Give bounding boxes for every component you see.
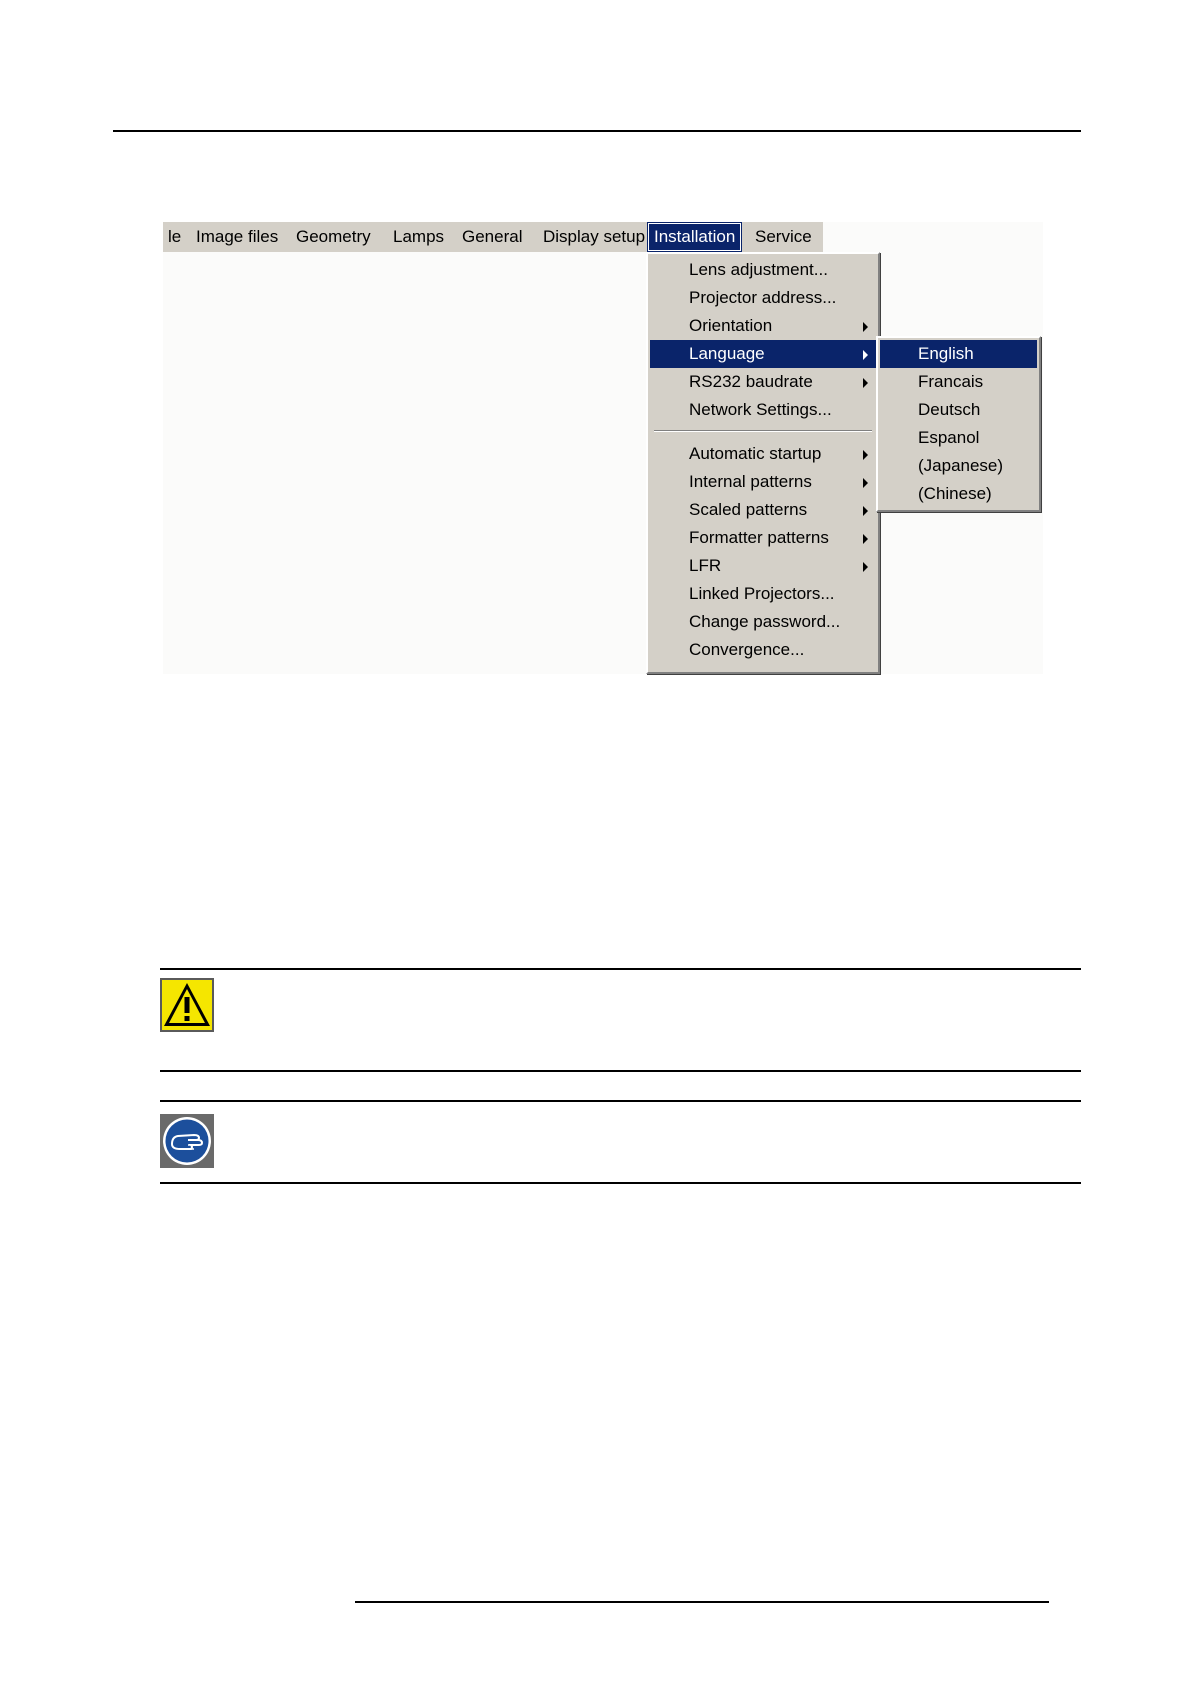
menu-item-change-password[interactable] (650, 608, 876, 636)
caution-top-rule (160, 968, 1081, 970)
submenu-arrow-icon (863, 322, 868, 332)
menu-item-label: Automatic startup (689, 444, 822, 463)
submenu-arrow-icon (863, 378, 868, 388)
menubar-item-display-setup[interactable]: Display setup (543, 227, 646, 246)
menu-item-linked-projectors[interactable] (650, 580, 876, 608)
menu-item-lfr[interactable] (650, 552, 876, 580)
footer-rule (355, 1601, 1049, 1603)
menu-item-label: Formatter patterns (689, 528, 829, 547)
submenu-arrow-icon (863, 562, 868, 572)
submenu-arrow-icon (863, 478, 868, 488)
menu-item-scaled-patterns[interactable] (650, 496, 876, 524)
menu-item-label: Projector address... (689, 288, 837, 307)
language-submenu (876, 336, 1041, 512)
menu-item-automatic-startup[interactable] (650, 440, 876, 468)
menu-item-label: Lens adjustment... (689, 260, 828, 279)
pointing-hand-icon (160, 1114, 214, 1168)
menubar-item-partial[interactable]: le (168, 227, 182, 246)
menu-item-label: Orientation (689, 316, 773, 335)
submenu-arrow-icon (863, 450, 868, 460)
language-item-english[interactable]: English (880, 340, 1037, 368)
menu-item-internal-patterns[interactable] (650, 468, 876, 496)
language-item-francais[interactable]: Francais (918, 372, 984, 391)
menu-item-label: Convergence... (689, 640, 805, 659)
menubar-item-general[interactable]: General (462, 227, 523, 246)
caution-bottom-rule (160, 1070, 1081, 1072)
language-item-chinese[interactable]: (Chinese) (918, 484, 992, 503)
menu-item-network-settings[interactable] (650, 396, 876, 424)
menu-item-label: Scaled patterns (689, 500, 808, 519)
menubar-item-service[interactable]: Service (755, 227, 812, 246)
submenu-arrow-icon (863, 506, 868, 516)
menu-item-rs232-baudrate[interactable] (650, 368, 876, 396)
language-item-deutsch[interactable]: Deutsch (918, 400, 981, 419)
language-item-espanol[interactable]: Espanol (918, 428, 980, 447)
tip-top-rule (160, 1100, 1081, 1102)
menu-item-lens-adjustment[interactable] (650, 256, 876, 284)
menubar-item-lamps[interactable]: Lamps (393, 227, 445, 246)
menu-item-orientation[interactable] (650, 312, 876, 340)
menu-item-convergence[interactable] (650, 636, 876, 664)
menu-separator (654, 430, 872, 432)
submenu-arrow-icon (863, 350, 868, 360)
menu-item-formatter-patterns[interactable] (650, 524, 876, 552)
language-item-japanese[interactable]: (Japanese) (918, 456, 1004, 475)
menubar-item-geometry[interactable]: Geometry (296, 227, 371, 246)
menubar-item-image-files[interactable]: Image files (196, 227, 279, 246)
header-rule (113, 130, 1081, 132)
menu-item-label: LFR (689, 556, 722, 575)
tip-bottom-rule (160, 1182, 1081, 1184)
menu-bar (163, 222, 823, 252)
menubar-item-installation[interactable]: Installation (647, 222, 742, 252)
menu-item-label: Linked Projectors... (689, 584, 835, 603)
menu-item-label: Internal patterns (689, 472, 812, 491)
menu-item-label: Network Settings... (689, 400, 832, 419)
menu-item-language[interactable] (650, 340, 876, 368)
menu-item-label: Language (689, 344, 765, 363)
menu-item-projector-address[interactable] (650, 284, 876, 312)
software-screenshot (163, 222, 1043, 674)
warning-icon (160, 978, 214, 1032)
submenu-arrow-icon (863, 534, 868, 544)
menu-item-label: RS232 baudrate (689, 372, 813, 391)
installation-menu (646, 252, 880, 674)
menu-item-label: Change password... (689, 612, 841, 631)
